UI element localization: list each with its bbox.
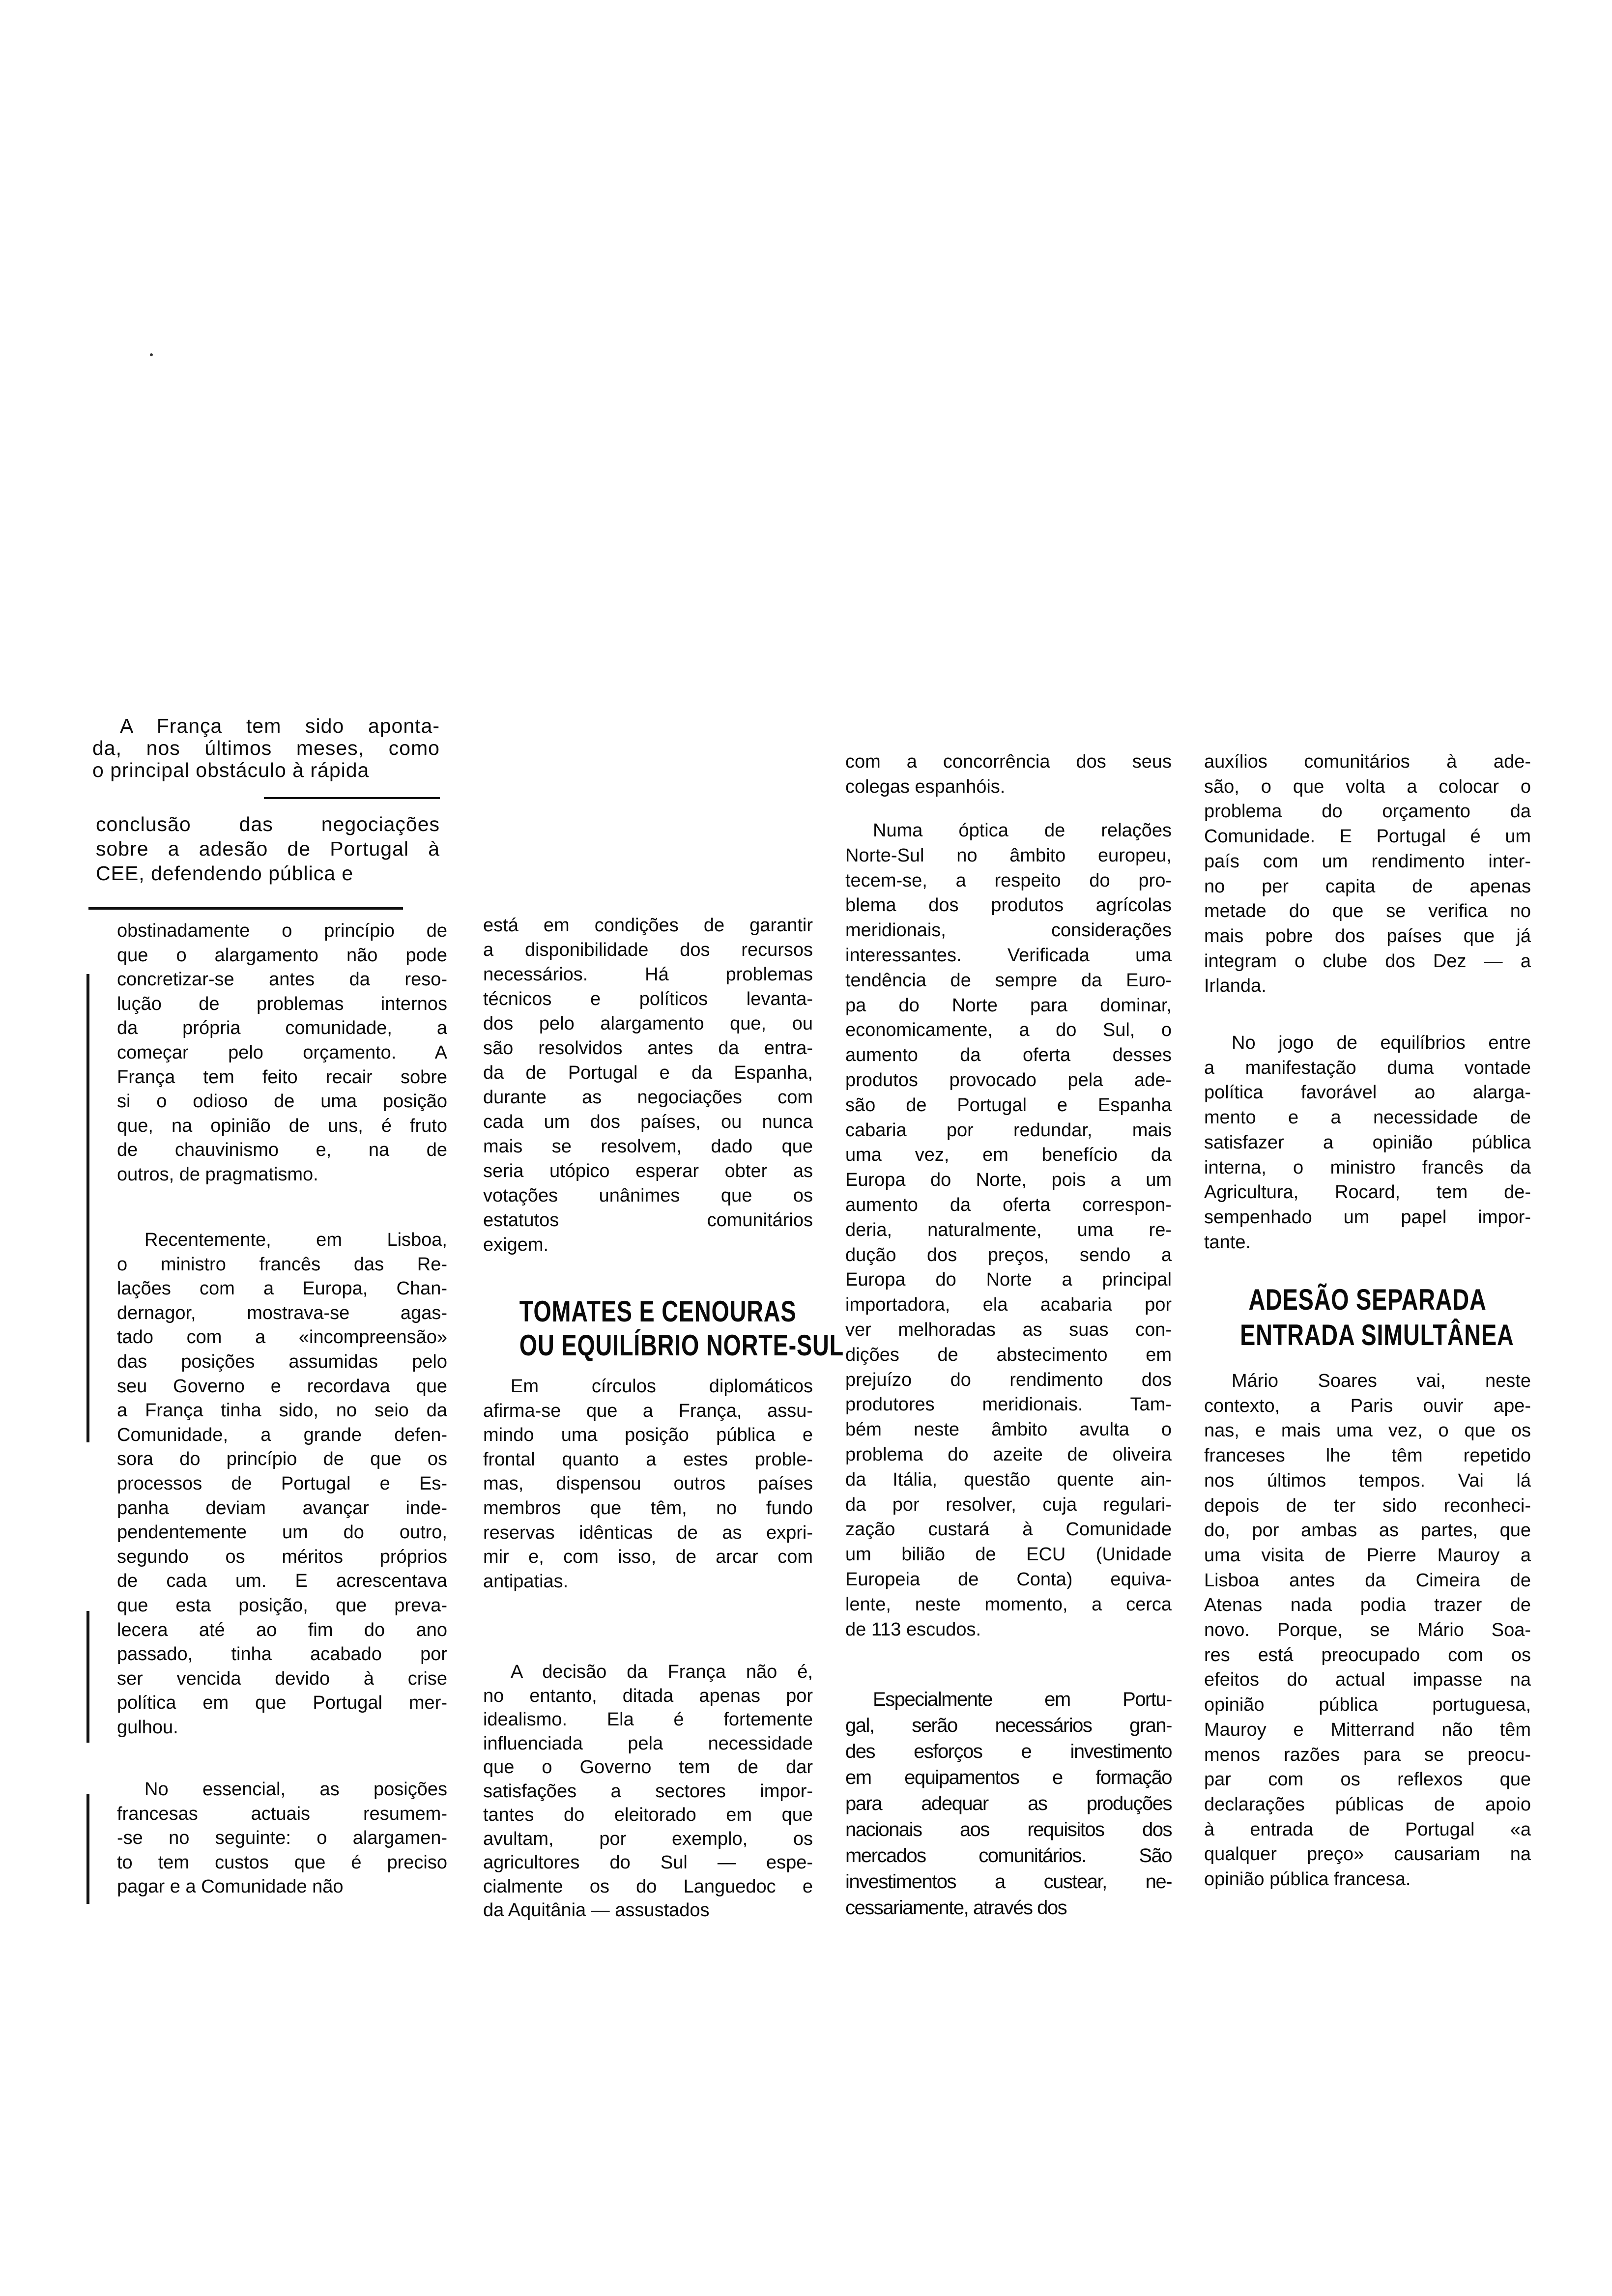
article-paragraph	[483, 1375, 813, 1594]
text-line: lução de problemas internos	[117, 993, 447, 1014]
text-line: cada um dos países, ou nunca	[483, 1112, 813, 1132]
text-line: lente, neste momento, a cerca	[845, 1594, 1172, 1615]
text-line: Europa do Norte a principal	[845, 1269, 1172, 1291]
text-line: efeitos do actual impasse na	[1204, 1669, 1531, 1691]
text-line: política favorável ao alarga-	[1204, 1082, 1531, 1103]
text-line: seu Governo e recordava que	[117, 1376, 447, 1397]
text-line: são resolvidos antes da entra-	[483, 1038, 813, 1059]
text-line: votações unânimes que os	[483, 1185, 813, 1206]
text-line: CEE, defendendo pública e	[96, 862, 354, 885]
text-line: depois de ter sido reconheci-	[1204, 1495, 1531, 1516]
text-line: des esforços e investimento	[845, 1741, 1172, 1762]
text-line: Atenas nada podia trazer de	[1204, 1595, 1531, 1616]
text-line: pagar e a Comunidade não	[117, 1876, 344, 1897]
text-line: dernagor, mostrava-se agas-	[117, 1302, 447, 1323]
text-line: membros que têm, no fundo	[483, 1497, 813, 1519]
text-line: importadora, ela acabaria por	[845, 1294, 1172, 1316]
text-line: de chauvinismo e, na de	[117, 1140, 447, 1161]
text-line: metade do que se verifica no	[1204, 901, 1531, 922]
margin-bar	[86, 1611, 89, 1743]
text-line: que o Governo tem de dar	[483, 1757, 813, 1778]
text-line: menos razões para se preocu-	[1204, 1744, 1531, 1765]
text-line: política em que Portugal mer-	[117, 1693, 447, 1714]
text-line: francesas actuais resumem-	[117, 1803, 447, 1824]
text-line: colegas espanhóis.	[845, 776, 1006, 797]
text-line: Recentemente, em Lisboa,	[144, 1230, 447, 1250]
text-line: si o odioso de uma posição	[117, 1091, 447, 1112]
article-paragraph	[117, 919, 447, 1187]
text-line: cessariamente, através dos	[845, 1897, 1067, 1919]
text-line: sobre a adesão de Portugal à	[96, 837, 440, 860]
text-line: sora do princípio de que os	[117, 1449, 447, 1470]
text-line: da Itália, questão quente ain-	[845, 1469, 1172, 1490]
text-line: país com um rendimento inter-	[1204, 851, 1531, 872]
text-line: opinião pública portuguesa,	[1204, 1694, 1531, 1716]
text-line: No essencial, as posições	[144, 1779, 447, 1800]
text-line: obstinadamente o princípio de	[117, 920, 447, 941]
text-line: com a concorrência dos seus	[845, 751, 1172, 772]
text-line: Comunidade. E Portugal é um	[1204, 826, 1531, 847]
text-line: nacionais aos requisitos dos	[845, 1819, 1172, 1840]
text-line: mais se resolvem, dado que	[483, 1136, 813, 1157]
text-line: seria utópico esperar obter as	[483, 1161, 813, 1181]
text-line: idealismo. Ela é fortemente	[483, 1709, 813, 1730]
text-line: está em condições de garantir	[483, 915, 813, 936]
text-line: declarações públicas de apoio	[1204, 1794, 1531, 1815]
text-line: aumento da oferta correspon-	[845, 1194, 1172, 1215]
scan-speck	[150, 353, 153, 356]
text-line: outros, de pragmatismo.	[117, 1164, 318, 1185]
text-line: aumento da oferta desses	[845, 1045, 1172, 1066]
text-line: processos de Portugal e Es-	[117, 1473, 447, 1494]
text-line: investimentos a custear, ne-	[845, 1871, 1172, 1893]
text-line: que o alargamento não pode	[117, 945, 447, 966]
text-line: tado com a «incompreensão»	[117, 1327, 447, 1348]
text-line: avultam, por exemplo, os	[483, 1828, 813, 1849]
text-line: dos pelo alargamento que, ou	[483, 1013, 813, 1034]
text-line: França tem feito recair sobre	[117, 1066, 447, 1088]
text-line: à entrada de Portugal «a	[1204, 1819, 1531, 1840]
text-line: conclusão das negociações	[96, 813, 440, 835]
section-headline: OU EQUILÍBRIO NORTE-SUL	[519, 1329, 844, 1362]
text-line: tendência de sempre da Euro-	[845, 970, 1172, 991]
text-line: Mário Soares vai, neste	[1232, 1371, 1531, 1391]
text-line: são de Portugal e Espanha	[845, 1094, 1172, 1116]
article-paragraph	[483, 1660, 813, 1923]
text-line: sempenhado um papel impor-	[1204, 1206, 1531, 1228]
text-line: qualquer preço» causariam na	[1204, 1844, 1531, 1865]
text-line: necessários. Há problemas	[483, 964, 813, 985]
text-line: o ministro francês das Re-	[117, 1254, 447, 1275]
text-line: pendentemente um do outro,	[117, 1522, 447, 1543]
article-paragraph	[1204, 749, 1531, 999]
text-line: tante.	[1204, 1232, 1251, 1253]
text-line: no per capita de apenas	[1204, 876, 1531, 897]
text-line: tantes do eleitorado em que	[483, 1805, 813, 1825]
text-line: Numa óptica de relações	[873, 820, 1172, 841]
text-line: dições de abstecimento em	[845, 1344, 1172, 1365]
text-line: dução dos preços, sendo a	[845, 1244, 1172, 1265]
text-line: res está preocupado com os	[1204, 1644, 1531, 1665]
text-line: mir e, com isso, de arcar com	[483, 1547, 813, 1568]
section-headline: TOMATES E CENOURAS	[519, 1295, 797, 1328]
text-line: em equipamentos e formação	[845, 1767, 1172, 1788]
text-line: frontal quanto a estes proble-	[483, 1449, 813, 1470]
text-line: do, por ambas as partes, que	[1204, 1520, 1531, 1541]
intro-paragraph-continued	[96, 812, 440, 886]
text-line: da, nos últimos meses, como	[92, 737, 440, 759]
text-line: uma vez, em benefício da	[845, 1145, 1172, 1166]
text-line: da de Portugal e da Espanha,	[483, 1062, 813, 1083]
text-line: da por resolver, cuja regulari-	[845, 1494, 1172, 1515]
text-line: Europeia de Conta) equiva-	[845, 1569, 1172, 1590]
text-line: cabaria por redundar, mais	[845, 1119, 1172, 1141]
text-line: interna, o ministro francês da	[1204, 1157, 1531, 1178]
text-line: cialmente os do Languedoc e	[483, 1876, 813, 1897]
text-line: começar pelo orçamento. A	[117, 1042, 447, 1063]
text-line: zação custará à Comunidade	[845, 1519, 1172, 1540]
text-line: ver melhoradas as suas con-	[845, 1319, 1172, 1340]
text-line: meridionais, considerações	[845, 920, 1172, 941]
text-line: Especialmente em Portu-	[873, 1689, 1172, 1710]
article-paragraph	[483, 913, 813, 1257]
text-line: par com os reflexos que	[1204, 1769, 1531, 1790]
text-line: mindo uma posição pública e	[483, 1425, 813, 1446]
text-line: das posições assumidas pelo	[117, 1351, 447, 1372]
text-line: Agricultura, Rocard, tem de-	[1204, 1182, 1531, 1203]
text-line: gulhou.	[117, 1717, 178, 1738]
text-line: Mauroy e Mitterrand não têm	[1204, 1719, 1531, 1740]
column-rule-long	[88, 907, 403, 910]
text-line: No jogo de equilíbrios entre	[1232, 1033, 1531, 1053]
text-line: produtores meridionais. Tam-	[845, 1394, 1172, 1415]
column-rule-short	[264, 797, 440, 799]
text-line: prejuízo do rendimento dos	[845, 1369, 1172, 1390]
text-line: da Aquitânia — assustados	[483, 1900, 710, 1921]
margin-bar	[86, 974, 89, 1442]
text-line: para adequar as produções	[845, 1793, 1172, 1814]
text-line: uma visita de Pierre Mauroy a	[1204, 1545, 1531, 1566]
text-line: a disponibilidade dos recursos	[483, 940, 813, 960]
text-line: auxílios comunitários à ade-	[1204, 751, 1531, 772]
text-line: são, o que volta a colocar o	[1204, 776, 1531, 797]
article-paragraph	[117, 1228, 447, 1740]
article-paragraph	[1204, 1031, 1531, 1255]
text-line: durante as negociações com	[483, 1087, 813, 1108]
text-line: que esta posição, que preva-	[117, 1595, 447, 1616]
text-line: mais pobre dos países que já	[1204, 925, 1531, 947]
text-line: gal, serão necessários gran-	[845, 1715, 1172, 1736]
text-line: mento e a necessidade de	[1204, 1107, 1531, 1128]
text-line: to tem custos que é preciso	[117, 1852, 447, 1873]
text-line: de 113 escudos.	[845, 1619, 981, 1640]
text-line: influenciada pela necessidade	[483, 1733, 813, 1754]
text-line: Norte-Sul no âmbito europeu,	[845, 845, 1172, 866]
text-line: afirma-se que a França, assu-	[483, 1400, 813, 1421]
text-line: interessantes. Verificada uma	[845, 945, 1172, 966]
article-paragraph	[845, 1687, 1172, 1921]
text-line: blema dos produtos agrícolas	[845, 895, 1172, 916]
text-line: nas, e mais uma vez, o que os	[1204, 1420, 1531, 1441]
text-line: A França tem sido aponta-	[120, 715, 440, 737]
text-line: antipatias.	[483, 1571, 569, 1592]
text-line: pa do Norte para dominar,	[845, 995, 1172, 1016]
text-line: panha deviam avançar inde-	[117, 1497, 447, 1519]
text-line: A decisão da França não é,	[511, 1662, 813, 1682]
text-line: exigem.	[483, 1234, 549, 1255]
text-line: produtos provocado pela ade-	[845, 1069, 1172, 1091]
text-line: a França tinha sido, no seio da	[117, 1400, 447, 1421]
text-line: mercados comunitários. São	[845, 1845, 1172, 1866]
text-line: técnicos e políticos levanta-	[483, 989, 813, 1009]
text-line: mas, dispensou outros países	[483, 1473, 813, 1494]
article-paragraph	[1204, 1369, 1531, 1892]
section-headline: ADESÃO SEPARADA	[1248, 1283, 1487, 1316]
margin-bar	[86, 1794, 89, 1904]
text-line: o principal obstáculo à rápida	[92, 759, 370, 781]
text-line: bém neste âmbito avulta o	[845, 1419, 1172, 1440]
text-line: novo. Porque, se Mário Soa-	[1204, 1620, 1531, 1641]
article-paragraph	[845, 818, 1172, 1642]
intro-paragraph	[92, 715, 440, 781]
text-line: passado, tinha acabado por	[117, 1644, 447, 1665]
text-line: no entanto, ditada apenas por	[483, 1685, 813, 1706]
text-line: segundo os méritos próprios	[117, 1546, 447, 1567]
text-line: da própria comunidade, a	[117, 1018, 447, 1039]
text-line: Lisboa antes da Cimeira de	[1204, 1570, 1531, 1591]
text-line: agricultores do Sul — espe-	[483, 1852, 813, 1873]
text-line: tecem-se, a respeito do pro-	[845, 870, 1172, 891]
text-line: Em círculos diplomáticos	[511, 1376, 813, 1397]
text-line: de cada um. E acrescentava	[117, 1571, 447, 1592]
text-line: -se no seguinte: o alargamen-	[117, 1828, 447, 1849]
text-line: problema do azeite de oliveira	[845, 1444, 1172, 1465]
article-paragraph	[117, 1778, 447, 1899]
text-line: Irlanda.	[1204, 976, 1267, 997]
text-line: problema do orçamento da	[1204, 801, 1531, 822]
text-line: economicamente, a do Sul, o	[845, 1020, 1172, 1041]
text-line: franceses lhe têm repetido	[1204, 1445, 1531, 1466]
text-line: Comunidade, a grande defen-	[117, 1424, 447, 1445]
text-line: reservas idênticas de as expri-	[483, 1522, 813, 1543]
text-line: deria, naturalmente, uma re-	[845, 1219, 1172, 1240]
text-line: lecera até ao fim do ano	[117, 1619, 447, 1640]
text-line: contexto, a Paris ouvir ape-	[1204, 1395, 1531, 1416]
text-line: satisfazer a opinião pública	[1204, 1132, 1531, 1153]
text-line: um bilião de ECU (Unidade	[845, 1544, 1172, 1565]
section-headline: ENTRADA SIMULTÂNEA	[1240, 1319, 1514, 1351]
text-line: opinião pública francesa.	[1204, 1869, 1411, 1890]
text-line: Europa do Norte, pois a um	[845, 1170, 1172, 1191]
text-line: integram o clube dos Dez — a	[1204, 950, 1531, 972]
text-line: concretizar-se antes da reso-	[117, 969, 447, 990]
text-line: a manifestação duma vontade	[1204, 1057, 1531, 1078]
article-paragraph	[845, 749, 1172, 799]
text-line: lações com a Europa, Chan-	[117, 1278, 447, 1299]
text-line: ser vencida devido à crise	[117, 1668, 447, 1689]
text-line: nos últimos tempos. Vai lá	[1204, 1470, 1531, 1491]
text-line: estatutos comunitários	[483, 1210, 813, 1231]
text-line: que, na opinião de uns, é fruto	[117, 1115, 447, 1136]
text-line: satisfações a sectores impor-	[483, 1780, 813, 1802]
